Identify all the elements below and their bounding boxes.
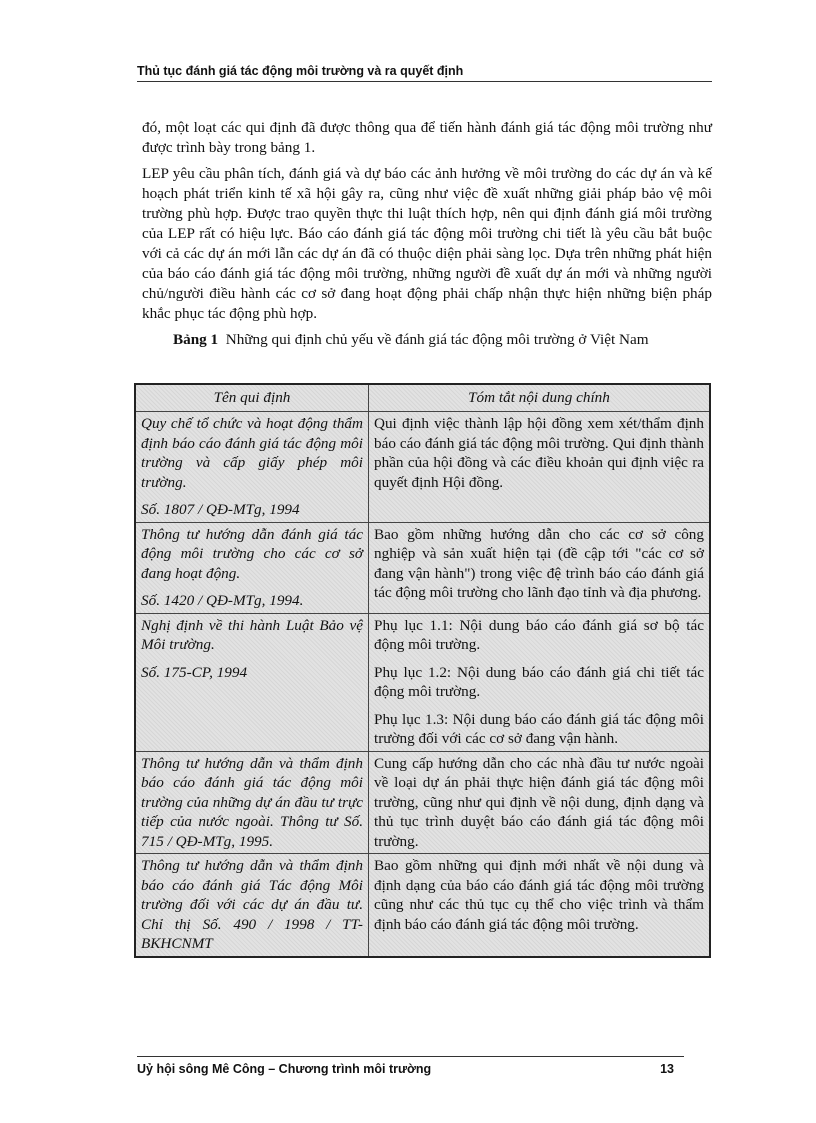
column-header-summary: Tóm tắt nội dung chính	[369, 384, 711, 412]
regulation-summary-appendix-1-1: Phụ lục 1.1: Nội dung báo cáo đánh giá sơ bộ tác động môi trường.	[374, 616, 704, 653]
regulation-summary-appendix-1-2: Phụ lục 1.2: Nội dung báo cáo đánh giá chi tiết tác động môi trường.	[374, 663, 704, 700]
page-header: Thủ tục đánh giá tác động môi trường và ra quyết định	[137, 64, 712, 82]
page-number: 13	[660, 1062, 674, 1076]
regulation-summary-cell	[369, 751, 711, 854]
regulation-name: Thông tư hướng dẫn và thẩm định báo cáo đánh giá tác động môi trường của những dự án đầu tư trực tiếp của nước ngoài. Thông tư Số. 715 / QĐ-MTg, 1995.	[141, 754, 363, 850]
table-row	[135, 613, 710, 751]
regulation-summary: Cung cấp hướng dẫn cho các nhà đầu tư nước ngoài về loại dự án phải thực hiện đánh giá tác động môi trường, cũng như qui định về nội dung, định dạng và thủ tục trình duyệt báo cáo đánh giá tác động môi trường.	[374, 754, 704, 850]
regulation-summary-cell	[369, 412, 711, 523]
regulation-summary-cell	[369, 854, 711, 957]
regulation-name: Thông tư hướng dẫn và thẩm định báo cáo đánh giá Tác động Môi trường đối với các dự án đầu tư. Chỉ thị Số. 490 / 1998 / TT-BKHCNMT	[141, 857, 363, 952]
regulation-name: Quy chế tổ chức và hoạt động thẩm định báo cáo đánh giá tác động môi trường và cấp giấy phép môi trường.	[141, 415, 363, 491]
table-row	[135, 751, 710, 854]
table-row	[135, 522, 710, 613]
table-caption-text: Những qui định chủ yếu về đánh giá tác động môi trường ở Việt Nam	[225, 331, 649, 348]
footer-text: Uỷ hội sông Mê Công – Chương trình môi trường	[137, 1062, 432, 1076]
paragraph-intro: đó, một loạt các qui định đã được thông qua để tiến hành đánh giá tác động môi trường như được trình bày trong bảng 1.	[142, 119, 712, 156]
regulation-number: Số. 1807 / QĐ-MTg, 1994	[141, 501, 300, 518]
regulations-table	[134, 383, 711, 958]
page-footer	[137, 1056, 684, 1076]
table-row	[135, 854, 710, 957]
regulation-number: Số. 175-CP, 1994	[141, 663, 248, 681]
regulation-name-cell	[135, 522, 369, 613]
regulation-name-cell	[135, 751, 369, 854]
regulation-name-cell	[135, 854, 369, 957]
regulation-summary: Bao gồm những hướng dẫn cho các cơ sở công nghiệp và sản xuất hiện tại (đề cập tới "các cơ sở đang vận hành") trong việc đệ trình báo cáo đánh giá tác động môi trường cho lãnh đạo tỉnh và địa phương.	[374, 525, 704, 601]
table-caption	[173, 331, 649, 349]
regulation-name-cell	[135, 613, 369, 751]
table-row	[135, 412, 710, 523]
regulation-name: Nghị định về thi hành Luật Bảo vệ Môi trường.	[141, 616, 363, 653]
regulation-name-cell	[135, 412, 369, 523]
regulation-summary-cell	[369, 522, 711, 613]
regulation-summary-cell	[369, 613, 711, 751]
regulation-summary-appendix-1-3: Phụ lục 1.3: Nội dung báo cáo đánh giá tác động môi trường đối với các cơ sở đang vận hành.	[374, 710, 704, 747]
regulation-name: Thông tư hướng dẫn đánh giá tác động môi trường cho các cơ sở đang hoạt động.	[141, 525, 363, 582]
regulation-summary: Qui định việc thành lập hội đồng xem xét/thẩm định báo cáo đánh giá tác động môi trường. Qui định thành phần của hội đồng và các điều khoản qui định việc ra quyết định Hội đồng.	[374, 415, 704, 491]
column-header-name: Tên qui định	[135, 384, 369, 412]
regulation-number: Số. 1420 / QĐ-MTg, 1994.	[141, 592, 304, 609]
paragraph-lep: LEP yêu cầu phân tích, đánh giá và dự báo các ảnh hưởng về môi trường do các dự án và kế hoạch phát triển kinh tế xã hội gây ra, cũng như việc đề xuất những giải pháp bảo vệ môi trường phù hợp. Được trao quyền thực thi luật thích hợp, nên qui định đánh giá môi trường của LEP rất có hiệu lực. Báo cáo đánh giá tác động môi trường chi tiết là yêu cầu bắt buộc với cả các dự án mới lẫn các dự án đã có thuộc diện phải sàng lọc. Dựa trên những phát hiện của báo cáo đánh giá tác động môi trường, những người đề xuất dự án mới và những người chủ/người điều hành các cơ sở đang hoạt động phải chấp nhận thực hiện những biện pháp khắc phục tác động phù hợp.	[142, 165, 712, 322]
regulation-summary: Bao gồm những qui định mới nhất về nội dung và định dạng của báo cáo đánh giá tác động môi trường cũng như các thủ tục cụ thể cho việc trình và thẩm định báo cáo đánh giá tác động môi trường.	[374, 857, 704, 933]
table-caption-label: Bảng 1	[173, 331, 219, 348]
table-header-row	[135, 384, 710, 412]
